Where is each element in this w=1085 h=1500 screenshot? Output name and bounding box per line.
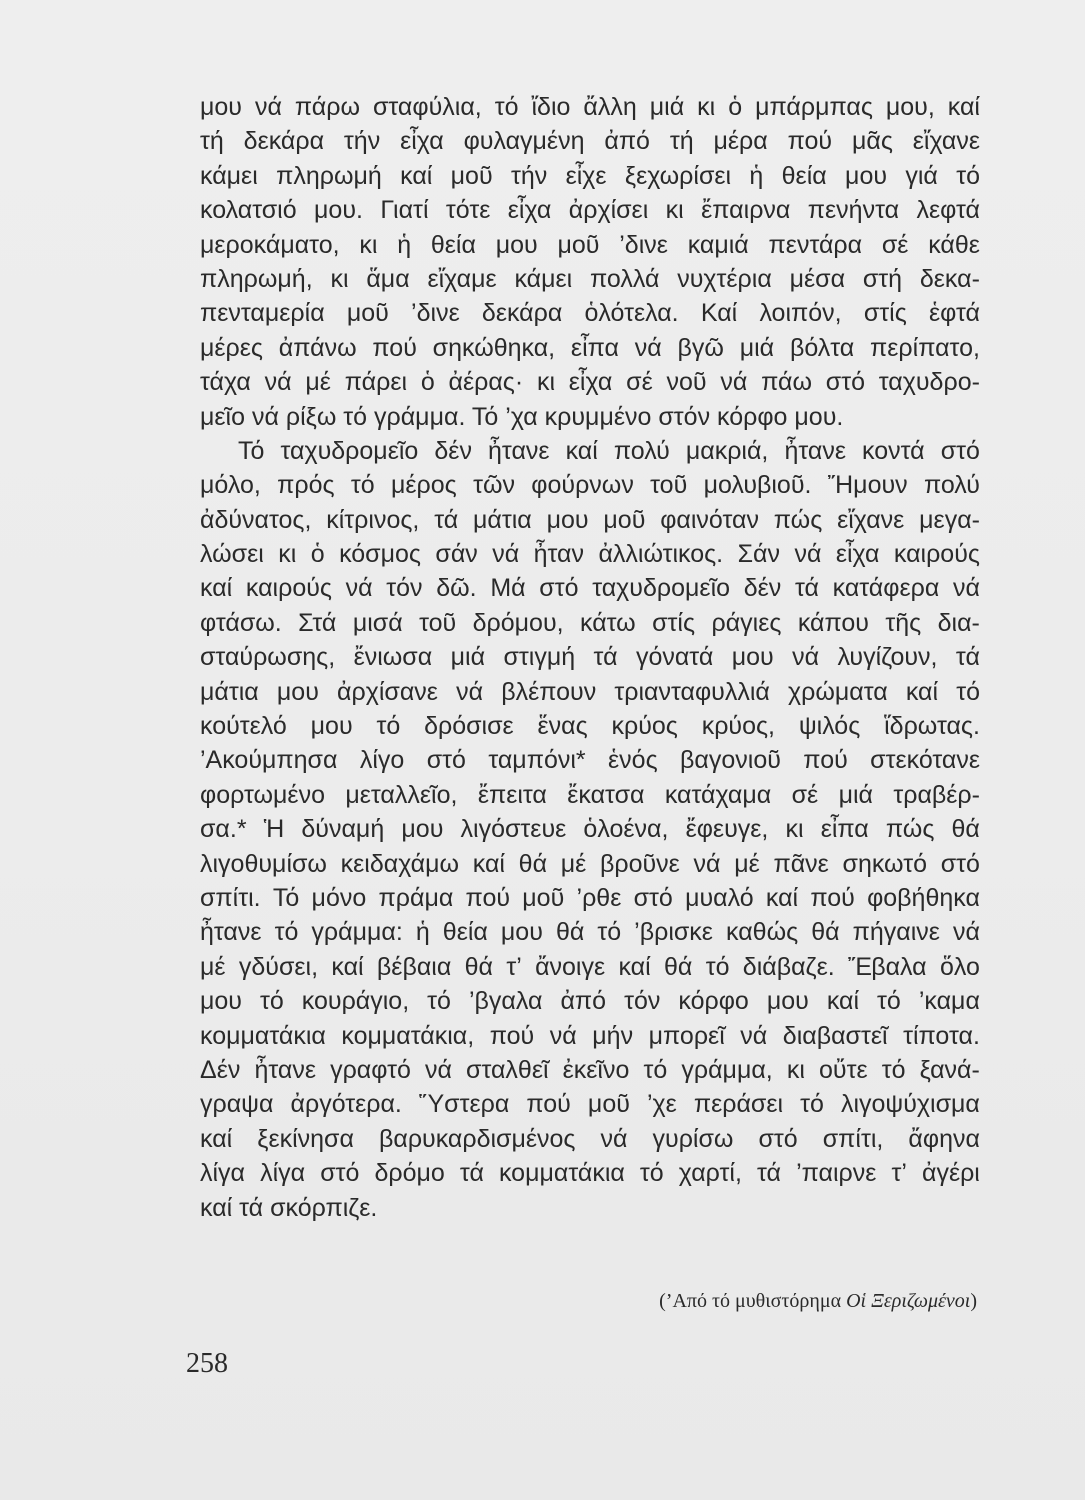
source-suffix: ) [970,1290,977,1312]
text-line: κάμει πληρωμή καί μοῦ τήν εἶχε ξεχωρίσει ἡ θεία μου γιά τό [200,161,980,190]
text-line: μεῖο νά ρίξω τό γράμμα. Τό ’χα κρυμμένο στόν κόρφο μου. [200,402,844,431]
text-line: πληρωμή, κι ἅμα εἴχαμε κάμει πολλά νυχτέρια μέσα στή δεκα- [200,264,980,293]
text-line: μου νά πάρω σταφύλια, τό ἴδιο ἄλλη μιά κι ὁ μπάρμπας μου, καί [200,93,980,121]
text-line: γραψα ἀργότερα. Ὕστερα πού μοῦ ’χε περάσει τό λιγοψύχισμα [200,1090,980,1119]
text-line: ’Ακούμπησα λίγο στό ταμπόνι* ἑνός βαγονιοῦ πού στεκότανε [200,746,980,775]
text-line: καί καιρούς νά τόν δῶ. Μά στό ταχυδρομεῖο δέν τά κατάφερα νά [200,574,980,603]
text-line: μάτια μου ἀρχίσανε νά βλέπουν τριανταφυλλιά χρώματα καί τό [200,677,980,706]
text-line: κολατσιό μου. Γιατί τότε εἶχα ἀρχίσει κι ἔπαιρνα πενήντα λεφτά [200,196,980,225]
text-line: κούτελό μου τό δρόσισε ἕνας κρύος κρύος, ψιλός ἵδρωτας. [200,712,980,741]
text-line: λίγα λίγα στό δρόμο τά κομματάκια τό χαρτί, τά ’παιρνε τ’ ἀγέρι [200,1159,980,1188]
text-line: λώσει κι ὁ κόσμος σάν νά ἦταν ἀλλιώτικος. Σάν νά εἶχα καιρούς [200,540,980,569]
text-line: μεροκάματο, κι ἡ θεία μου μοῦ ’δινε καμιά πεντάρα σέ κάθε [200,230,980,259]
text-line: ἦτανε τό γράμμα: ἡ θεία μου θά τό ’βρισκε καθώς θά πήγαινε νά [200,918,980,947]
page-number: 258 [186,1348,228,1379]
text-line: Δέν ἦτανε γραφτό νά σταλθεῖ ἐκεῖνο τό γράμμα, κι οὔτε τό ξανά- [200,1055,980,1084]
text-line: λιγοθυμίσω κειδαχάμω καί θά μέ βροῦνε νά μέ πᾶνε σηκωτό στό [200,849,980,878]
text-line: πενταμερία μοῦ ’δινε δεκάρα ὁλότελα. Καί λοιπόν, στίς ἑφτά [200,299,980,328]
text-line: σπίτι. Τό μόνο πράμα πού μοῦ ’ρθε στό μυαλό καί πού φοβήθηκα [200,883,980,912]
text-line: κομματάκια κομματάκια, πού νά μήν μπορεῖ νά διαβαστεῖ τίποτα. [200,1021,980,1050]
text-line: καί ξεκίνησα βαρυκαρδισμένος νά γυρίσω στό σπίτι, ἄφηνα [200,1124,980,1153]
text-line: σα.* Ἡ δύναμή μου λιγόστευε ὁλοένα, ἔφευγε, κι εἶπα πώς θά [200,815,980,844]
text-line: σταύρωσης, ἔνιωσα μιά στιγμή τά γόνατά μου νά λυγίζουν, τά [200,643,980,672]
source-citation [659,1290,977,1313]
text-line: καί τά σκόρπιζε. [200,1193,378,1222]
text-line: τάχα νά μέ πάρει ὁ ἀέρας· κι εἶχα σέ νοῦ νά πάω στό ταχυδρο- [200,368,980,397]
source-title: Οἱ Ξεριζωμένοι [846,1290,971,1312]
body-text [200,90,980,1225]
text-line: φορτωμένο μεταλλεῖο, ἔπειτα ἔκατσα κατάχαμα σέ μιά τραβέρ- [200,780,980,809]
text-line: Τό ταχυδρομεῖο δέν ἦτανε καί πολύ μακριά, ἦτανε κοντά στό [238,436,980,465]
text-line: ἀδύνατος, κίτρινος, τά μάτια μου μοῦ φαινόταν πώς εἴχανε μεγα- [200,505,980,534]
text-line: μέ γδύσει, καί βέβαια θά τ’ ἄνοιγε καί θά τό διάβαζε. Ἔβαλα ὅλο [200,952,980,981]
text-line: φτάσω. Στά μισά τοῦ δρόμου, κάτω στίς ράγιες κάπου τῆς δια- [200,608,980,637]
source-prefix: (’Από τό μυθιστόρημα [659,1290,847,1312]
text-line: μόλο, πρός τό μέρος τῶν φούρνων τοῦ μολυβιοῦ. Ἤμουν πολύ [200,471,980,500]
text-line: μέρες ἀπάνω πού σηκώθηκα, εἶπα νά βγῶ μιά βόλτα περίπατο, [200,333,980,362]
text-line: τή δεκάρα τήν εἶχα φυλαγμένη ἀπό τή μέρα πού μᾶς εἴχανε [200,127,980,156]
text-line: μου τό κουράγιο, τό ’βγαλα ἀπό τόν κόρφο μου καί τό ’καμα [200,987,980,1016]
